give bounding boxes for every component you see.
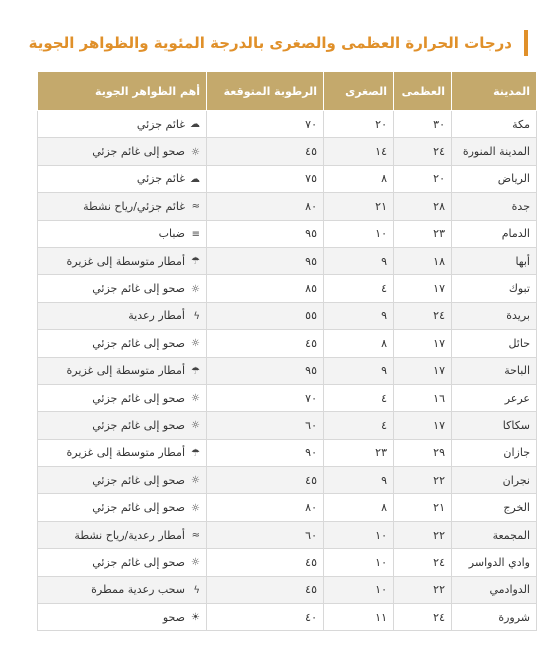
min-temp-cell: ٩	[324, 302, 394, 329]
phenomenon-cell	[38, 494, 207, 521]
phenomenon-cell	[38, 138, 207, 165]
humidity-cell: ٩٥	[207, 220, 324, 247]
city-cell: المدينة المنورة	[452, 138, 537, 165]
city-cell: الدوادمي	[452, 576, 537, 603]
city-cell: الدمام	[452, 220, 537, 247]
min-temp-cell: ٤	[324, 412, 394, 439]
table-row	[38, 138, 537, 165]
table-row	[38, 357, 537, 384]
table-row	[38, 494, 537, 521]
city-cell: أبها	[452, 247, 537, 274]
phenomenon-label: غائم جزئي	[136, 172, 185, 186]
header-city: المدينة	[452, 72, 537, 111]
city-cell: المجمعة	[452, 521, 537, 548]
weather-table	[37, 71, 537, 631]
city-cell: الرياض	[452, 165, 537, 192]
table-row	[38, 521, 537, 548]
rain-icon: ☂	[191, 365, 200, 377]
table-row	[38, 412, 537, 439]
humidity-cell: ٦٠	[207, 412, 324, 439]
sun-cloud-icon: ☼	[191, 502, 200, 514]
max-temp-cell: ٢٤	[394, 604, 452, 631]
table-row	[38, 275, 537, 302]
city-cell: وادي الدواسر	[452, 549, 537, 576]
phenomenon-label: صحو إلى غائم جزئي	[92, 282, 185, 296]
sun-cloud-icon: ☼	[191, 283, 200, 295]
max-temp-cell: ١٨	[394, 247, 452, 274]
humidity-cell: ٤٥	[207, 467, 324, 494]
city-cell: جدة	[452, 193, 537, 220]
phenomenon-cell	[38, 412, 207, 439]
city-cell: نجران	[452, 467, 537, 494]
max-temp-cell: ٢٤	[394, 138, 452, 165]
table-row	[38, 330, 537, 357]
phenomenon-cell	[38, 330, 207, 357]
sun-cloud-icon: ☼	[191, 146, 200, 158]
humidity-cell: ٩٥	[207, 357, 324, 384]
min-temp-cell: ٤	[324, 384, 394, 411]
max-temp-cell: ٢٢	[394, 521, 452, 548]
city-cell: تبوك	[452, 275, 537, 302]
phenomenon-label: أمطار متوسطة إلى غزيرة	[66, 364, 185, 378]
min-temp-cell: ١٠	[324, 220, 394, 247]
phenomenon-label: صحو	[162, 610, 185, 624]
phenomenon-label: صحو إلى غائم جزئي	[92, 501, 185, 515]
min-temp-cell: ٩	[324, 247, 394, 274]
max-temp-cell: ٣٠	[394, 111, 452, 138]
phenomenon-label: أمطار رعدية	[128, 309, 185, 323]
humidity-cell: ٨٠	[207, 193, 324, 220]
max-temp-cell: ١٧	[394, 412, 452, 439]
phenomenon-cell	[38, 439, 207, 466]
phenomenon-label: صحو إلى غائم جزئي	[92, 418, 185, 432]
phenomenon-cell	[38, 275, 207, 302]
min-temp-cell: ٩	[324, 357, 394, 384]
humidity-cell: ٤٠	[207, 604, 324, 631]
table-row	[38, 384, 537, 411]
humidity-cell: ٦٠	[207, 521, 324, 548]
table-row	[38, 193, 537, 220]
city-cell: عرعر	[452, 384, 537, 411]
wind-icon: ≈	[191, 530, 200, 542]
max-temp-cell: ١٧	[394, 330, 452, 357]
partly-cloudy-icon: ☁	[190, 119, 200, 131]
max-temp-cell: ٢٠	[394, 165, 452, 192]
city-cell: بريدة	[452, 302, 537, 329]
phenomenon-cell	[38, 521, 207, 548]
phenomenon-cell	[38, 302, 207, 329]
phenomenon-cell	[38, 193, 207, 220]
phenomenon-cell	[38, 247, 207, 274]
max-temp-cell: ١٦	[394, 384, 452, 411]
max-temp-cell: ٢٨	[394, 193, 452, 220]
phenomenon-label: صحو إلى غائم جزئي	[92, 473, 185, 487]
phenomenon-cell	[38, 604, 207, 631]
min-temp-cell: ١٠	[324, 521, 394, 548]
min-temp-cell: ٢٠	[324, 111, 394, 138]
city-cell: شرورة	[452, 604, 537, 631]
phenomenon-label: سحب رعدية ممطرة	[91, 583, 185, 597]
city-cell: الخرج	[452, 494, 537, 521]
table-header-row	[38, 72, 537, 111]
table-row	[38, 220, 537, 247]
phenomenon-cell	[38, 220, 207, 247]
thunder-icon: ϟ	[193, 584, 200, 596]
wind-icon: ≈	[191, 201, 200, 213]
rain-icon: ☂	[191, 447, 200, 459]
humidity-cell: ٥٥	[207, 302, 324, 329]
min-temp-cell: ٢٣	[324, 439, 394, 466]
header-max: العظمى	[394, 72, 452, 111]
header-humidity: الرطوبة المتوقعة	[207, 72, 324, 111]
humidity-cell: ٨٥	[207, 275, 324, 302]
phenomenon-cell	[38, 467, 207, 494]
max-temp-cell: ٢٢	[394, 467, 452, 494]
min-temp-cell: ٤	[324, 275, 394, 302]
max-temp-cell: ٢٢	[394, 576, 452, 603]
title-bar	[28, 30, 528, 56]
phenomenon-label: أمطار رعدية/رياح نشطة	[74, 528, 185, 542]
thunder-icon: ϟ	[193, 310, 200, 322]
min-temp-cell: ١٤	[324, 138, 394, 165]
max-temp-cell: ١٧	[394, 275, 452, 302]
min-temp-cell: ٢١	[324, 193, 394, 220]
city-cell: مكة	[452, 111, 537, 138]
table-row	[38, 165, 537, 192]
fog-icon: ≡	[191, 228, 200, 240]
table-row	[38, 302, 537, 329]
phenomenon-label: أمطار متوسطة إلى غزيرة	[66, 446, 185, 460]
max-temp-cell: ٢٤	[394, 302, 452, 329]
table-row	[38, 604, 537, 631]
max-temp-cell: ١٧	[394, 357, 452, 384]
phenomenon-cell	[38, 576, 207, 603]
phenomenon-label: أمطار متوسطة إلى غزيرة	[66, 254, 185, 268]
max-temp-cell: ٢٩	[394, 439, 452, 466]
max-temp-cell: ٢٣	[394, 220, 452, 247]
partly-cloudy-icon: ☁	[190, 173, 200, 185]
humidity-cell: ٩٠	[207, 439, 324, 466]
humidity-cell: ٤٥	[207, 330, 324, 357]
humidity-cell: ٨٠	[207, 494, 324, 521]
max-temp-cell: ٢١	[394, 494, 452, 521]
sun-icon: ☀	[191, 612, 200, 624]
humidity-cell: ٧٠	[207, 384, 324, 411]
min-temp-cell: ٨	[324, 494, 394, 521]
city-cell: حائل	[452, 330, 537, 357]
title-accent-bar	[524, 30, 528, 56]
humidity-cell: ٧٥	[207, 165, 324, 192]
city-cell: سكاكا	[452, 412, 537, 439]
phenomenon-cell	[38, 384, 207, 411]
table-row	[38, 439, 537, 466]
sun-cloud-icon: ☼	[191, 420, 200, 432]
phenomenon-label: صحو إلى غائم جزئي	[92, 145, 185, 159]
min-temp-cell: ١١	[324, 604, 394, 631]
table-row	[38, 467, 537, 494]
sun-cloud-icon: ☼	[191, 475, 200, 487]
phenomenon-cell	[38, 549, 207, 576]
min-temp-cell: ١٠	[324, 549, 394, 576]
phenomenon-label: صحو إلى غائم جزئي	[92, 555, 185, 569]
min-temp-cell: ٨	[324, 165, 394, 192]
table-row	[38, 549, 537, 576]
phenomenon-cell	[38, 165, 207, 192]
rain-icon: ☂	[191, 256, 200, 268]
table-row	[38, 576, 537, 603]
max-temp-cell: ٢٤	[394, 549, 452, 576]
phenomenon-label: غائم جزئي/رياح نشطة	[83, 199, 185, 213]
humidity-cell: ٤٥	[207, 576, 324, 603]
phenomenon-cell	[38, 357, 207, 384]
sun-cloud-icon: ☼	[191, 393, 200, 405]
header-phenomena: أهم الظواهر الجوية	[38, 72, 207, 111]
humidity-cell: ٧٠	[207, 111, 324, 138]
sun-cloud-icon: ☼	[191, 338, 200, 350]
min-temp-cell: ٨	[324, 330, 394, 357]
phenomenon-label: ضباب	[158, 227, 185, 241]
header-min: الصغرى	[324, 72, 394, 111]
table-row	[38, 111, 537, 138]
city-cell: الباحة	[452, 357, 537, 384]
sun-cloud-icon: ☼	[191, 557, 200, 569]
page-title: درجات الحرارة العظمى والصغرى بالدرجة المئوية والظواهر الجوية	[28, 34, 512, 52]
humidity-cell: ٤٥	[207, 549, 324, 576]
humidity-cell: ٩٥	[207, 247, 324, 274]
table-row	[38, 247, 537, 274]
phenomenon-cell	[38, 111, 207, 138]
city-cell: جازان	[452, 439, 537, 466]
phenomenon-label: غائم جزئي	[136, 117, 185, 131]
phenomenon-label: صحو إلى غائم جزئي	[92, 391, 185, 405]
min-temp-cell: ٩	[324, 467, 394, 494]
min-temp-cell: ١٠	[324, 576, 394, 603]
humidity-cell: ٤٥	[207, 138, 324, 165]
phenomenon-label: صحو إلى غائم جزئي	[92, 336, 185, 350]
